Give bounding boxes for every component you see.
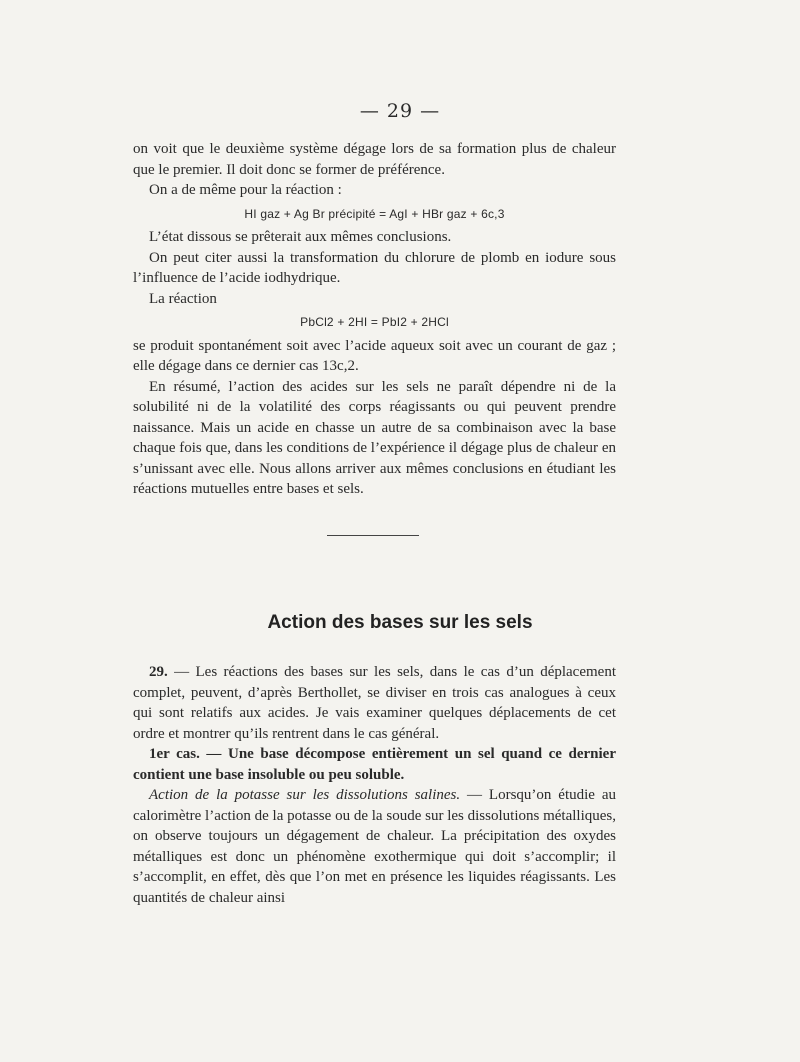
case-heading (133, 744, 616, 785)
equation: HI gaz + Ag Br précipité = AgI + HBr gaz + 6c,3 (244, 206, 505, 221)
equation: PbCl2 + 2HI = PbI2 + 2HCl (300, 315, 449, 329)
paragraph (133, 785, 616, 908)
section-acids (133, 139, 616, 500)
italic-lead: Action de la potasse sur les dissolutions salines. (149, 787, 461, 803)
paragraph-text: — Lorsqu’on étudie au calorimètre l’action de la potasse ou de la soude sur les dissolutions métalliques, on observe toujours un dégagement de chaleur. La précipitation des oxydes métalliques est donc un phénomène exothermique qui doit s’accomplir; il s’accomplit, en effet, dès que l’on met en présence les liquides réagissants. Les quantités de chaleur ainsi (133, 787, 616, 906)
paragraph: On a de même pour la réaction : (149, 182, 342, 198)
paragraph-text: — Les réactions des bases sur les sels, dans le cas d’un déplacement complet, peuvent, d’après Berthollet, se diviser en trois cas analogues à ceux qui sont relatifs aux acides. Je vais examiner quelques déplacements de cet ordre et montrer qu’ils rentrent dans le cas général. (133, 664, 616, 742)
paragraph: se produit spontanément soit avec l’acide aqueux soit avec un courant de gaz ; elle dégage dans ce dernier cas 13c,2. (133, 337, 616, 374)
paragraph: La réaction (149, 290, 217, 307)
divider (327, 535, 419, 536)
page-number: — 29 — (359, 100, 441, 122)
paragraph: En résumé, l’action des acides sur les sels ne paraît dépendre ni de la solubilité ni de la volatilité des corps réagissants ou qui peuvent prendre naissance. Mais un acide en chasse un autre de sa combinaison avec la base chaque fois que, dans les conditions de l’expérience il dégage plus de chaleur en s’unissant avec elle. Nous allons arriver aux mêmes conclusions en étudiant les réactions mutuelles entre bases et sels. (133, 378, 616, 497)
paragraph (133, 662, 616, 744)
case-label: 1er cas. (149, 746, 200, 762)
paragraph: On peut citer aussi la transformation du chlorure de plomb en iodure sous l’influence de l’acide iodhydrique. (133, 249, 616, 286)
case-text: — Une base décompose entièrement un sel quand ce dernier contient une base insoluble ou peu soluble. (133, 746, 616, 783)
section-heading: Action des bases sur les sels (267, 612, 533, 633)
paragraph: L’état dissous se prêterait aux mêmes conclusions. (149, 229, 452, 245)
section-number: 29. (149, 664, 168, 680)
paragraph: on voit que le deuxième système dégage lors de sa formation plus de chaleur que le premier. Il doit donc se former de préférence. (133, 141, 616, 178)
section-bases (133, 662, 616, 908)
